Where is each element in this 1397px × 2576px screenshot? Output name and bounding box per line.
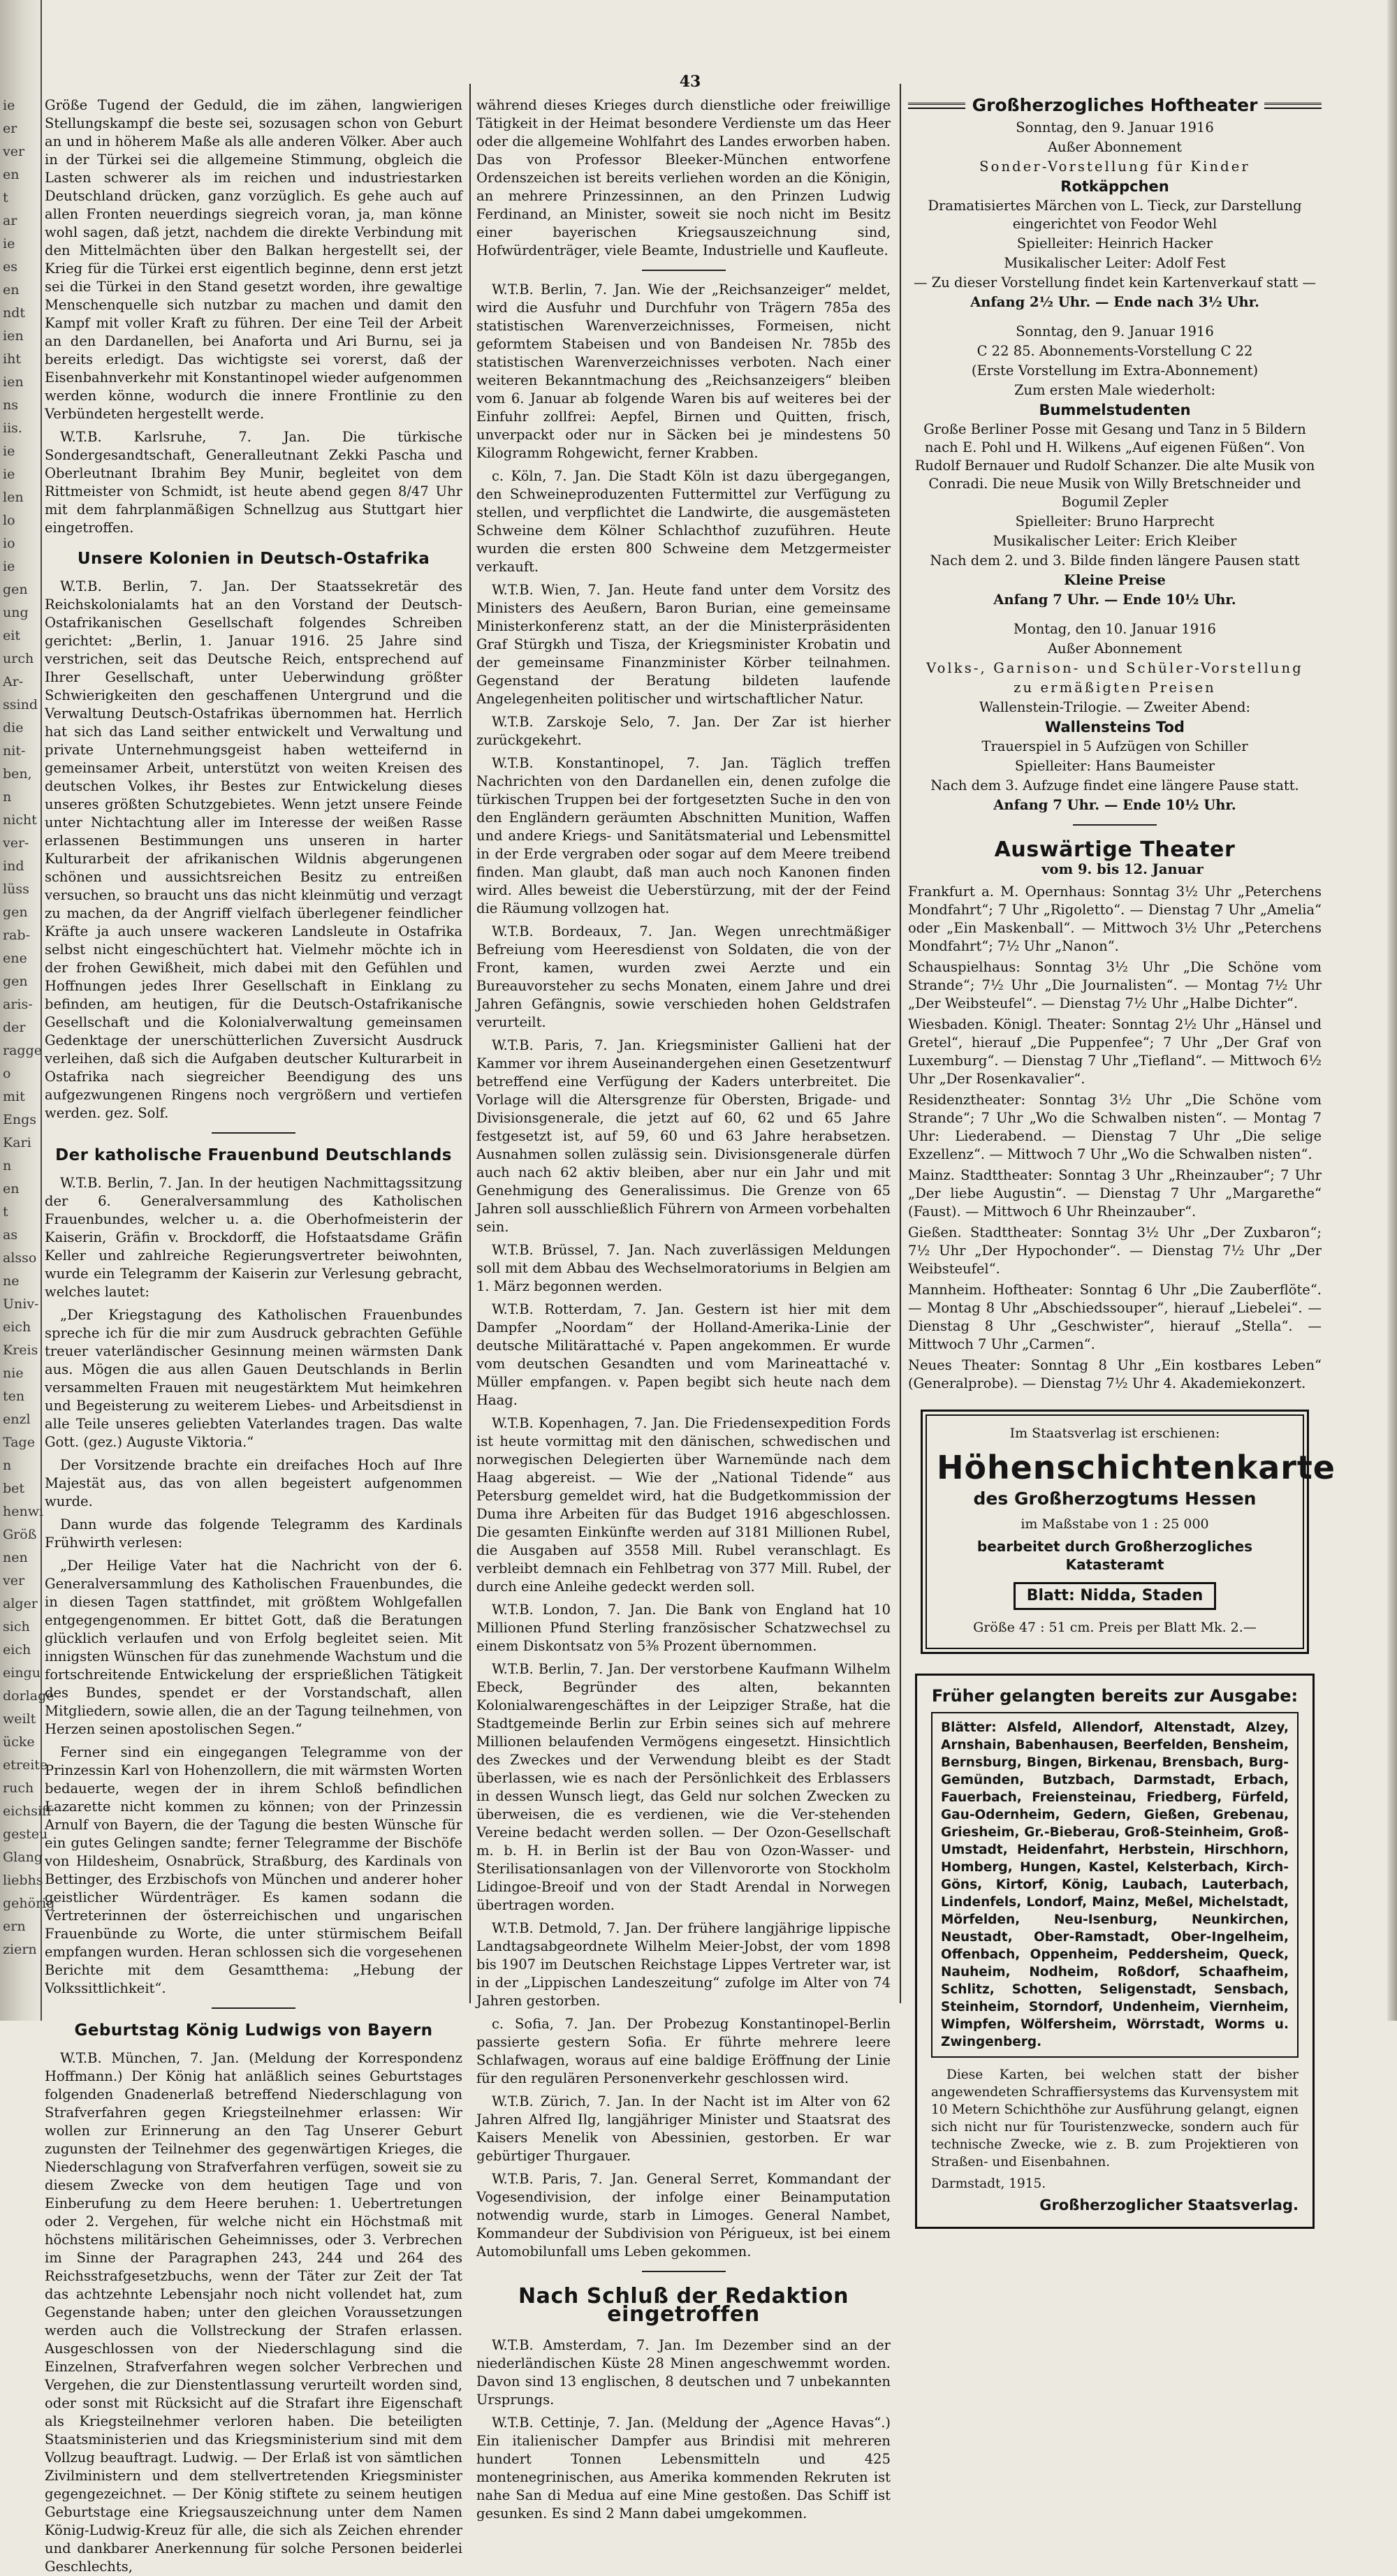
article-continued: während dieses Krieges durch dienstliche oder freiwillige Tätigkeit in der Heimat besondere Verdienste um das Heer oder die allgemeine Wohlfahrt des Landes erworben haben. Das von Professor Bleeker-München entworfene Ordenszeichen ist bereits verliehen worden an die Königin, an mehrere Prinzessinnen, an den Prinzen Ludwig Ferdinand, an Minister, soweit sie noch nicht im Besitz einer bayerischen Kriegsauszeichnung sind, Hofwürdenträger, viele Beamte, Industrielle und Kaufleute. <box>476 97 891 258</box>
article-frauenbund-p4: Dann wurde das folgende Telegramm des Kardinals Frühwirth verlesen: <box>45 1516 462 1551</box>
gutter-fragment: gen <box>3 974 28 989</box>
gutter-fragment: ung <box>3 605 29 620</box>
gutter-fragment: iht <box>3 351 21 367</box>
column-left <box>45 96 462 2575</box>
program-times: Anfang 2½ Uhr. — Ende nach 3½ Uhr. <box>970 294 1259 310</box>
ad-title: Höhenschichtenkarte <box>937 1449 1336 1486</box>
program-line: Außer Abonnement <box>1047 641 1183 657</box>
gutter-fragment: er <box>3 121 17 136</box>
gutter-fragment: alger <box>3 1596 38 1611</box>
program-line: Nach dem 2. und 3. Bilde finden längere Pausen statt <box>930 552 1300 569</box>
program-line: — Zu dieser Vorstellung findet kein Kartenverkauf statt — <box>914 275 1316 291</box>
program-line: Nach dem 3. Aufzuge findet eine längere Pause statt. <box>930 777 1299 793</box>
section-divider <box>1073 824 1157 826</box>
headline-auswaertige: Auswärtige Theater <box>994 837 1236 862</box>
gutter-fragment: weilt <box>3 1711 36 1727</box>
gutter-fragment: o <box>3 1066 11 1081</box>
gutter-fragment: ie <box>3 444 15 459</box>
gutter-fragment: ver <box>3 1573 25 1588</box>
gutter-fragment: Univ- <box>3 1296 39 1312</box>
article-kolonien: W.T.B. Berlin, 7. Jan. Der Staatssekretär des Reichskolonialamts hat an den Vorstand der Deutsch-Ostafrikanischen Gesellschaft folgendes Schreiben gerichtet: „Berlin, 1. Januar 1916. 25 Jahre sind verstrichen, seit das Deutsche Reich, entsprechend auf Ihrer Gesellschaft, unter Ueberwindung größter Schwierigkeiten den geschaffenen Untergrund und die Verwaltung Deutsch-Ostafrikas übernommen hat. Herrlich hat sich das Land seither entwickelt und Verwaltung und private Unternehmungsgeist haben wetteifernd in gemeinsamer Arbeit, unterstützt von weiten Kreisen des deutschen Volkes, ihr Bestes zur Entwickelung dieses unseres größten Schutzgebietes. Wenn jetzt unsere Feinde unter Nichtachtung aller im Interesse der weißen Rasse erlassenen Bestimmungen uns unseren in harter Kulturarbeit der afrikanischen Wildnis abgerungenen schönen und aussichtsreichen Besitz zu entreißen versuchen, so braucht uns das nicht kleinmütig und verzagt zu machen, da der Angriff vielfach überlegener feindlicher Kräfte ja auch unsere wackeren Landsleute in Ostafrika selbst nicht eingeschüchtert hat. Vielmehr möchte ich in der frohen Gewißheit, mich dabei mit den Gefühlen und Hoffnungen jedes Ihrer Gesellschaft in Einklang zu befinden, am heutigen, für die Deutsch-Ostafrikanische Gesellschaft und die Kolonialverwaltung gemeinsamen Gedenktage der unerschütterlichen Zuversicht Ausdruck verleihen, daß sich die Aufgaben deutscher Kulturarbeit in Ostafrika nach siegreicher Beendigung des uns aufgezwungenen Ringens noch vergrößern und vertiefen werden. gez. Solf. <box>45 578 462 1121</box>
program-line: Dramatisiertes Märchen von L. Tieck, zur Darstellung eingerichtet von Feodor Wehl <box>928 198 1302 232</box>
program-bummelstudenten <box>908 323 1322 609</box>
gutter-fragment: t <box>3 1204 8 1220</box>
program-line: Kleine Preise <box>1064 572 1166 588</box>
news-item: c. Sofia, 7. Jan. Der Probezug Konstantinopel-Berlin passierte gestern Sofia. Er führte mehrere leere Schlafwagen, woraus auf eine baldige Eröffnung der Linie für den regulären Personenverkehr geschlossen wird. <box>476 2016 891 2086</box>
gutter-fragment: etreite <box>3 1757 48 1773</box>
gutter-fragment: n <box>3 1458 12 1473</box>
gutter-fragment: nen <box>3 1550 28 1565</box>
ad2-signature: Großherzoglicher Staatsverlag. <box>1039 2197 1299 2213</box>
gutter-fragment: as <box>3 1227 18 1243</box>
gutter-fragment: dorlage <box>3 1688 54 1704</box>
program-times: Anfang 7 Uhr. — Ende 10½ Uhr. <box>993 797 1236 813</box>
program-line: Sonntag, den 9. Januar 1916 <box>1016 119 1214 136</box>
gutter-fragment: die <box>3 720 24 736</box>
gutter-fragment: ndt <box>3 305 26 321</box>
program-line: Außer Abonnement <box>1047 139 1183 155</box>
program-line: C 22 85. Abonnements-Vorstellung C 22 <box>977 343 1253 359</box>
article-frauenbund-p3: Der Vorsitzende brachte ein dreifaches Hoch auf Ihre Majestät aus, das von allen begeistert aufgenommen wurde. <box>45 1457 462 1509</box>
gutter-fragment: ie <box>3 236 15 251</box>
news-item: W.T.B. Rotterdam, 7. Jan. Gestern ist hier mit dem Dampfer „Noordam“ der Holland-Amerika-Linie der deutsche Militärattaché v. Papen angekommen. Er wurde vom deutschen Gesandten und vom Marineattaché v. Müller empfangen. v. Papen begibt sich heute nach dem Haag. <box>476 1301 891 1408</box>
gutter-fragment: io <box>3 536 15 551</box>
gutter-fragment: ne <box>3 1273 20 1289</box>
double-rule-right <box>1264 103 1322 109</box>
program-line: Zum ersten Male wiederholt: <box>1014 382 1216 398</box>
news-item: W.T.B. Berlin, 7. Jan. Wie der „Reichsanzeiger“ meldet, wird die Ausfuhr und Durchfuhr von Trägern 785a des statistischen Warenverzeichnisses, Formeisen, nicht geformtem Stabeisen und von Bandeisen Nr. 785b des statistischen Warenverzeichnisses verboten. Nach einer weiteren Bekanntmachung des „Reichsanzeigers“ bleiben vom 6. Januar ab folgende Waren bis auf weiteres bei der Einfuhr zollfrei: Aepfel, Birnen und Quitten, frisch, unverpackt oder nur in Säcken bei je mindestens 50 Kilogramm Rohgewicht, ferner Krabben. <box>476 281 891 461</box>
program-line: (Erste Vorstellung im Extra-Abonnement) <box>971 363 1259 379</box>
section-divider <box>642 270 726 271</box>
gutter-fragment: ver- <box>3 835 29 851</box>
gutter-fragment: ücke <box>3 1734 35 1750</box>
gutter-fragment: aris- <box>3 997 33 1012</box>
article-frauenbund-p5: „Der Heilige Vater hat die Nachricht von der 6. Generalversammlung des Katholischen Frauenbundes, die in diesen Tagen stattfindet, mit größtem Wohlgefallen entgegengenommen. Er bittet Gott, daß die Beratungen glücklich verlaufen und von Erfolg begleitet seien. Mit innigsten Wünschen für das zunehmende Wachstum und die fortschreitende Entwickelung der ersprießlichen Tätigkeit des Bundes, spendet er der Vorstandschaft, allen Mitgliedern, sowie allen, die an der Tagung teilnehmen, von Herzen seinen apostolischen Segen.“ <box>45 1558 462 1737</box>
gutter-fragment: ragge <box>3 1043 42 1058</box>
gutter-fragment: ind <box>3 858 24 874</box>
gutter-fragment: en <box>3 282 20 298</box>
program-line: Montag, den 10. Januar 1916 <box>1014 621 1216 637</box>
program-line: Spielleiter: Hans Baumeister <box>1014 758 1215 774</box>
gutter-fragment: ben, <box>3 766 32 782</box>
news-item: W.T.B. Paris, 7. Jan. Kriegsminister Gallieni hat der Kammer vor ihrem Auseinandergehen einen Gesetzentwurf betreffend eine Verfügung der Kaders unterbreitet. Die Vorlage will die Altersgrenze für Obersten, Brigade- und Divisionsgenerale, die jetzt auf 60, 62 und 65 Jahre festgesetzt ist, auf 59, 60 und 63 Jahre herabsetzen. Ausnahmen sollen zulässig sein. Divisionsgenerale dürfen auch nach 62 aktiv bleiben, aber nur ein Jahr und mit Genehmigung des Generalissimus. Die Grenze von 65 Jahren soll ausschließlich Führern von Armeen vorbehalten sein. <box>476 1037 891 1235</box>
gutter-fragment: henwi <box>3 1504 44 1519</box>
article-frauenbund-p6: Ferner sind ein eingegangen Telegramme von der Prinzessin Karl von Hohenzollern, die mit wärmsten Worten bedauerte, wegen der in ihrem Schloß befindlichen Lazarette nicht kommen zu können; von der Prinzessin Arnulf von Bayern, die der Tagung die besten Wünsche für ein gutes Gelingen sandte; ferner Telegramme der Bischöfe von Hildesheim, Osnabrück, Straßburg, des Kardinals von Bettinger, des Erzbischofs von München und anderer hoher geistlicher Würdenträger. Es kamen sodann die Vertreterinnen der österreichischen und ungarischen Frauenbünde zu Worte, die unter stürmischem Beifall empfangen wurden. Heran schlossen sich die vorgesehenen Berichte mit dem Gesamtthema: „Hebung der Volkssittlichkeit“. <box>45 1744 462 1996</box>
gutter-fragment: Kreis <box>3 1342 38 1358</box>
gutter-fragment: gesteu <box>3 1827 48 1842</box>
news-item: W.T.B. Kopenhagen, 7. Jan. Die Friedensexpedition Fords ist heute vormittag mit den dänischen, schwedischen und norwegischen Delegierten über Warnemünde nach dem Haag abgereist. — Wie der „National Tidende“ aus Petersburg gemeldet wird, hat die Budgetkommission der Duma ihre Arbeiten für das Budget 1916 abgeschlossen. Die gesamten Einkünfte werden auf 3181 Millionen Rubel, die Ausgaben auf 3558 Mill. Rubel veranschlagt. Es verbleibt demnach ein Fehlbetrag von 377 Mill. Rubel, der durch eine Anleihe gedeckt werden soll. <box>476 1415 891 1595</box>
play-title: Wallensteins Tod <box>1045 719 1185 736</box>
ad2-city-date: Darmstadt, 1915. <box>931 2176 1046 2191</box>
program-times: Anfang 7 Uhr. — Ende 10½ Uhr. <box>993 592 1236 608</box>
ad2-note: Diese Karten, bei welchen statt der bisher angewendeten Schraffiersystems das Kurvensystem mit 10 Metern Schichthöhe zur Ausführung gelangt, eignen sich nicht nur für Touristenzwecke, sondern auch für technische Zwecke, wie z. B. zum Projektieren von Straßen- und Eisenbahnen. <box>931 2068 1299 2169</box>
news-item: W.T.B. Konstantinopel, 7. Jan. Täglich treffen Nachrichten von den Dardanellen ein, denen zufolge die türkischen Truppen bei der fortgesetzten Suche in den von den Engländern geräumten Abschnitten Munition, Waffen und andere Kriegs- und Sanitätsmaterial und Lebensmittel in der Erde vergraben oder sogar auf dem Meere treibend finden. Man glaubt, daß man auch noch Kanonen finden wird. Alles beweist die Ueberstürzung, mit der der Feind die Räumung vollzogen hat. <box>476 755 891 916</box>
ad-line: Im Staatsverlag ist erschienen: <box>1009 1426 1220 1441</box>
program-wallenstein <box>908 620 1322 814</box>
gutter-fragment: ie <box>3 559 15 574</box>
gutter-fragment: eichsiff <box>3 1803 52 1819</box>
gutter-fragment: lo <box>3 513 15 528</box>
gutter-fragment: rab- <box>3 928 30 943</box>
program-line: zu ermäßigten Preisen <box>1014 680 1216 696</box>
program-line: Musikalischer Leiter: Adolf Fest <box>1004 255 1226 271</box>
gutter-fragment: n <box>3 1158 12 1173</box>
theater-listing: Wiesbaden. Königl. Theater: Sonntag 2½ Uhr „Hänsel und Gretel“, hierauf „Die Puppenfee“; 7 Uhr „Der Graf von Luxemburg“. — Dienstag 7 Uhr „Tiefland“. — Mittwoch 6½ Uhr „Der Rosenkavalier“. <box>908 1016 1322 1087</box>
gutter-fragment: Engs <box>3 1112 37 1127</box>
ad-subtitle: des Großherzogtums Hessen <box>973 1488 1257 1509</box>
gutter-fragment: nicht <box>3 812 37 828</box>
late-news-item: W.T.B. Cettinje, 7. Jan. (Meldung der „Agence Havas“.) Ein italienischer Dampfer aus Brindisi mit mehreren hundert Tonnen Lebensmitteln und 425 montenegrinischen, aus Amerika kommenden Rekruten ist nahe San di Medua auf eine Mine gestoßen. Das Schiff ist gesunken. Es sind 2 Mann dabei umgekommen. <box>476 2415 891 2522</box>
gutter-fragment: Kari <box>3 1135 31 1150</box>
ad-sheet-box: Blatt: Nidda, Staden <box>1014 1582 1217 1610</box>
gutter-fragment: Tage <box>3 1435 35 1450</box>
program-line: Große Berliner Posse mit Gesang und Tanz in 5 Bildern nach E. Pohl und H. Wilkens „Auf eigenen Füßen“. Von Rudolf Bernauer und Rudolf Schanzer. Die alte Musik von Conradi. Die neue Musik von Willy Bretschneider und Bogumil Zepler <box>914 421 1315 510</box>
news-item: W.T.B. Zürich, 7. Jan. In der Nacht ist im Alter von 62 Jahren Alfred Ilg, langjähriger Minister und Staatsrat des Kaisers Menelik von Abessinien, gestorben. Er war gebürtiger Thurgauer. <box>476 2093 891 2164</box>
gutter-fragment: liebhs <box>3 1873 43 1888</box>
gutter-fragment: en <box>3 167 20 182</box>
gutter-fragment: alsso <box>3 1250 37 1266</box>
news-item: W.T.B. London, 7. Jan. Die Bank von England hat 10 Millionen Pfund Sterling französischer Schatzwechsel zu einem Diskontsatz von 5⅜ Prozent übernommen. <box>476 1602 891 1654</box>
gutter-fragment: Größ <box>3 1527 37 1542</box>
headline-geburtstag: Geburtstag König Ludwigs von Bayern <box>74 2021 433 2040</box>
gutter-fragment: ien <box>3 328 24 344</box>
section-divider <box>212 1132 295 1134</box>
gutter-fragment: ver <box>3 144 25 159</box>
gutter-fragment: eich <box>3 1319 31 1335</box>
theater-listing: Neues Theater: Sonntag 8 Uhr „Ein kostbares Leben“ (Generalprobe). — Dienstag 7½ Uhr 4. Akademiekonzert. <box>908 1357 1322 1391</box>
advertisement-hoehenschichtenkarte <box>921 1410 1336 1654</box>
gutter-fragment: der <box>3 1020 26 1035</box>
news-item: W.T.B. Bordeaux, 7. Jan. Wegen unrechtmäßiger Befreiung vom Heeresdienst von Soldaten, die von der Front, kamen, wurden zwei Aerzte und ein Bureauvorsteher zu sechs Monaten, einem Jahre und drei Jahren Gefängnis, sowie verschieden hohen Geldstrafen verurteilt. <box>476 923 891 1030</box>
gutter-fragment: ziern <box>3 1942 37 1957</box>
theater-listing: Mainz. Stadttheater: Sonntag 3 Uhr „Rheinzauber“; 7 Uhr „Der liebe Augustin“. — Dienstag 7 Uhr „Margarethe“ (Faust). — Mittwoch 6 Uhr Rheinzauber“. <box>908 1167 1322 1220</box>
play-title: Rotkäppchen <box>1060 178 1169 195</box>
gutter-fragment: eit <box>3 628 20 643</box>
program-line: Spielleiter: Heinrich Hacker <box>1016 235 1213 251</box>
program-line: Spielleiter: Bruno Harprecht <box>1015 513 1215 529</box>
section-divider <box>212 2007 295 2009</box>
gutter-fragment: eingu <box>3 1665 41 1681</box>
gutter-fragment: nie <box>3 1366 24 1381</box>
theater-title: Großherzogliches Hoftheater <box>972 95 1258 115</box>
column-right <box>908 95 1336 2213</box>
gutter-fragment: iis. <box>3 420 22 436</box>
gutter-fragment: ene <box>3 951 27 966</box>
gutter-fragment: t <box>3 190 8 205</box>
left-page-gutter <box>0 0 55 2021</box>
gutter-fragment: ruch <box>3 1780 34 1796</box>
gutter-fragment: ern <box>3 1919 26 1934</box>
news-item: c. Köln, 7. Jan. Die Stadt Köln ist dazu übergegangen, den Schweineproduzenten Futtermittel zur Verfügung zu stellen, und verpflichtet die Landwirte, die ausgemästeten Schweine dem Kölner Schlachthof zuzuführen. Heute wurden die ersten 800 Schweine dem Metzgermeister verkauft. <box>476 468 891 575</box>
gutter-fragment: es <box>3 259 17 275</box>
ad2-title: Früher gelangten bereits zur Ausgabe: <box>931 1686 1299 1706</box>
program-line: Trauerspiel in 5 Aufzügen von Schiller <box>981 738 1248 754</box>
gutter-fragment: Ar- <box>3 674 24 689</box>
theater-listing: Mannheim. Hoftheater: Sonntag 6 Uhr „Die Zauberflöte“. — Montag 8 Uhr „Abschiedssouper“, hierauf „Liebelei“. — Dienstag 8 Uhr „Geschwister“, hierauf „Stella“. — Mittwoch 7 Uhr „Carmen“. <box>908 1282 1322 1352</box>
gutter-fragment: len <box>3 490 24 505</box>
program-rotkaeppchen <box>908 119 1322 312</box>
column-rule-2 <box>900 84 901 2003</box>
gutter-fragment: ns <box>3 397 18 413</box>
gutter-fragment: ssind <box>3 697 38 712</box>
gutter-fragment: ien <box>3 374 24 390</box>
news-item: W.T.B. Detmold, 7. Jan. Der frühere langjährige lippische Landtagsabgeordnete Wilhelm Meier-Jobst, der vom 1898 bis 1907 im Deutschen Reichstage Lippes Vertreter war, ist in der „Lippischen Landeszeitung“ zufolge im Alter von 74 Jahren gestorben. <box>476 1920 891 2009</box>
program-line: Sonder-Vorstellung für Kinder <box>979 159 1250 175</box>
article-intro-continued: Größe Tugend der Geduld, die im zähen, langwierigen Stellungskampf die beste sei, sozusagen schon von Geburt an und in höherem Maße als alle anderen Völker. Aber auch in der Türkei sei die allgemeine Stimmung, obgleich die Lasten schwerer als im reichen und industriestarken Deutschland drücken, ganz vorzüglich. Es gehe auch auf allen Fronten neuerdings siegreich voran, ja, man könne wohl sagen, daß jetzt, nachdem die direkte Verbindung mit den Mittelmächten über den Balkan hergestellt sei, der Krieg für die Türkei erst eigentlich beginne, denn erst jetzt sei die Türkei in den Stand gesetzt worden, ihre gewaltige Menschenquelle sich nutzbar zu machen und damit den Kampf mit voller Kraft zu führen. Der eine Teil der Arbeit an den Dardanellen, bei Anaforta und Ari Burnu, sei ja bereits erledigt. Das wichtigste sei vorerst, daß der Eisenbahnverkehr mit Konstantinopel wieder aufgenommen werden könne, wodurch die innere Frontlinie zu den Verbündeten hergestellt werde. <box>45 97 462 422</box>
news-item: W.T.B. Paris, 7. Jan. General Serret, Kommandant der Vogesendivision, der infolge einer Beinamputation notwendig wurde, starb in Limoges. General Nambet, Kommandeur der Subdivision von Périgueux, ist bei einem Automobilunfall ums Leben gekommen. <box>476 2171 891 2260</box>
auswaertige-dates: vom 9. bis 12. Januar <box>1041 861 1204 877</box>
gutter-fragment: gen <box>3 905 28 920</box>
theater-header <box>908 96 1322 115</box>
gutter-fragment: enzl <box>3 1412 31 1427</box>
column-middle <box>476 96 891 2522</box>
ad-price: Größe 47 : 51 cm. Preis per Blatt Mk. 2.— <box>973 1620 1257 1635</box>
article-karlsruhe: W.T.B. Karlsruhe, 7. Jan. Die türkische Sondergesandtschaft, Generalleutnant Zekki Pascha und Oberleutnant Ibrahim Bey Munir, begleitet von dem Rittmeister von Schmidt, ist heute abend gegen 8/47 Uhr mit dem fahrplanmäßigen Schnellzug aus Stuttgart hier eingetroffen. <box>45 429 462 536</box>
gutter-fragment: ie <box>3 98 15 113</box>
ad2-places-box: Blätter: Alsfeld, Allendorf, Altenstadt, Alzey, Arnshain, Babenhausen, Beerfelden, Bensheim, Bernsburg, Bingen, Birkenau, Brensbach, Burg-Gemünden, Butzbach, Darmstadt, Erbach, Fauerbach, Freiensteinau, Friedberg, Fürfeld, Gau-Odernheim, Gedern, Gießen, Grebenau, Griesheim, Gr.-Bieberau, Groß-Steinheim, Groß-Umstadt, Heidenfahrt, Herbstein, Hirschhorn, Homberg, Hungen, Kastel, Kelsterbach, Kirch-Göns, Kirtorf, König, Laubach, Lauterbach, Lindenfels, Londorf, Mainz, Meßel, Michelstadt, Mörfelden, Neu-Isenburg, Neunkirchen, Neustadt, Ober-Ramstadt, Ober-Ingelheim, Offenbach, Oppenheim, Peddersheim, Queck, Nauheim, Nodheim, Roßdorf, Schaafheim, Schlitz, Schotten, Seligenstadt, Sensbach, Steinheim, Storndorf, Undenheim, Viernheim, Wimpfen, Wölfersheim, Wörrstadt, Worms u. Zwingenberg. <box>931 1712 1299 2058</box>
headline-nach-schluss: Nach Schluß der Redaktion eingetroffen <box>518 2284 849 2327</box>
column-rule-1 <box>469 84 471 2003</box>
right-page-edge <box>1387 0 1397 2021</box>
gutter-fragment: ie <box>3 467 15 482</box>
play-title: Bummelstudenten <box>1039 402 1191 418</box>
gutter-fragment: Glang <box>3 1850 43 1865</box>
gutter-fragment: bet <box>3 1481 25 1496</box>
gutter-fragment: lüss <box>3 881 29 897</box>
article-frauenbund-p1: W.T.B. Berlin, 7. Jan. In der heutigen Nachmittagssitzung der 6. Generalversammlung des Katholischen Frauenbundes, welcher u. a. die Oberhofmeisterin der Kaiserin, Gräfin v. Brockdorff, die Hofstaatsdame Gräfin Keller und zahlreiche Regierungsvertreter beiwohnten, wurde ein Telegramm der Kaiserin zur Verlesung gebracht, welches lautet: <box>45 1175 462 1300</box>
gutter-fragment: ar <box>3 213 17 228</box>
program-line: Volks-, Garnison- und Schüler-Vorstellung <box>926 660 1303 676</box>
gutter-fragment: urch <box>3 651 34 666</box>
external-theaters <box>908 883 1322 1393</box>
gutter-fragment: gehörig <box>3 1896 55 1911</box>
program-line: Musikalischer Leiter: Erich Kleiber <box>993 533 1237 549</box>
news-item: W.T.B. Zarskoje Selo, 7. Jan. Der Zar ist hierher zurückgekehrt. <box>476 714 891 748</box>
headline-kolonien: Unsere Kolonien in Deutsch-Ostafrika <box>77 550 430 568</box>
gutter-fragment: mit <box>3 1089 25 1104</box>
ad-publisher: bearbeitet durch Großherzogliches Katasteramt <box>977 1538 1253 1573</box>
theater-listing: Schauspielhaus: Sonntag 3½ Uhr „Die Schöne vom Strande“; 7½ Uhr „Die Journalisten“. — Montag 7½ Uhr „Der Weibsteufel“. — Dienstag 7½ Uhr „Halbe Dichter“. <box>908 959 1322 1011</box>
news-item: W.T.B. Berlin, 7. Jan. Der verstorbene Kaufmann Wilhelm Ebeck, Begründer des alten, bekannten Kolonialwarengeschäftes in der Leipziger Straße, hat die Stadtgemeinde Berlin zur Erbin seines sich auf mehrere Millionen belaufenden Vermögens eingesetzt. Hinsichtlich des Zweckes und der Verwendung bleibt es der Stadt überlassen, wie es nach der Persönlichkeit des Erblassers in dessen Wunsch liegt, das Geld nur solchen Zwecken zu überweisen, die es verdienen, wie die Ver-stehenden Vereine bedacht werden sollen. — Der Ozon-Gesellschaft m. b. H. in Berlin ist der Bau von Ozon-Wasser- und Sterilisationsanlagen von der Villenvororte von Stockholm Lidingoe-Breoif und von der Stadt Arendal in Norwegen übertragen worden. <box>476 1661 891 1913</box>
program-line: Wallenstein-Trilogie. — Zweiter Abend: <box>979 699 1251 715</box>
article-frauenbund-p2: „Der Kriegstagung des Katholischen Frauenbundes spreche ich für die mir zum Ausdruck gebrachten Gefühle treuer vaterländischer Gesinnung meinen wärmsten Dank aus. Mögen die aus allen Gauen Deutschlands in Berlin versammelten Frauen mit neugestärktem Mut heimkehren und Begeisterung zu weiterem Liebes- und Arbeitsdienst in alle Teile unseres geliebten Vaterlandes tragen. Das walte Gott. (gez.) Auguste Viktoria.“ <box>45 1307 462 1450</box>
article-geburtstag: W.T.B. München, 7. Jan. (Meldung der Korrespondenz Hoffmann.) Der König hat anläßlich seines Geburtstages folgenden Gnadenerlaß betreffend Niederschlagung von Strafverfahren gegen Kriegsteilnehmer erlassen: Wir wollen zur Erinnerung an den Tag Unserer Geburt zugunsten der Teilnehmer des gegenwärtigen Krieges, die Niederschlagung von Strafverfahren verfügen, soweit sie zu diesem Zwecke von dem heutigen Tage und von Einberufung zu dem Heere beruhen: 1. Uebertretungen oder 2. Vergehen, für welche nicht ein Höchstmaß mit höchstens militärischen Geheimnisses, oder 3. Verbrechen im Sinne der Paragraphen 243, 244 und 264 des Reichsstrafgesetzbuchs, wenn der Täter zur Zeit der Tat das achtzehnte Lebensjahr noch nicht vollendet hat, zum Gegenstande haben; unter den gleichen Voraussetzungen werden auch die Vollstreckung der Strafen erlassen. Ausgeschlossen von der Niederschlagung sind die Einzelnen, Strafverfahren wegen solcher Verbrechen und Vergehen, die zur Dienstentlassung verurteilt worden sind, oder sonst mit Rücksicht auf die Strafart ihre Eigenschaft als Kriegsteilnehmer verloren haben. Die beteiligten Staatsministerien und das Kriegsministerium sind mit dem Vollzug beauftragt. Ludwig. — Der Erlaß ist von sämtlichen Zivilministern und dem stellvertretenden Kriegsminister gegengezeichnet. — Der König stiftete zu seinem heutigen Geburtstage eine Kriegsauszeichnung unter dem Namen König-Ludwig-Kreuz für alle, die sich als Zeichen ehrender und dankbarer Anerkennung für solche Personen beiderlei Geschlechts, <box>45 2050 462 2575</box>
page-number: 43 <box>679 73 701 91</box>
advertisement-earlier-sheets <box>915 1674 1315 2229</box>
gutter-fragment: nit- <box>3 743 26 759</box>
theater-listing: Frankfurt a. M. Opernhaus: Sonntag 3½ Uhr „Peterchens Mondfahrt“; 7 Uhr „Rigoletto“. — Dienstag 7 Uhr „Amelia“ oder „Ein Maskenball“. — Mittwoch 3½ Uhr „Peterchens Mondfahrt“; 7½ Uhr „Nanon“. <box>908 884 1322 954</box>
gutter-fragment: ten <box>3 1389 25 1404</box>
headline-frauenbund: Der katholische Frauenbund Deutschlands <box>55 1146 452 1164</box>
gutter-fragment: gen <box>3 582 28 597</box>
news-item: W.T.B. Brüssel, 7. Jan. Nach zuverlässigen Meldungen soll mit dem Abbau des Wechselmoratoriums in Belgien am 1. März begonnen werden. <box>476 1242 891 1294</box>
late-news-item: W.T.B. Amsterdam, 7. Jan. Im Dezember sind an der niederländischen Küste 28 Minen angeschwemmt worden. Davon sind 13 englischen, 8 deutschen und 7 unbekannten Ursprungs. <box>476 2337 891 2408</box>
gutter-fragment: en <box>3 1181 20 1196</box>
double-rule-left <box>908 103 965 109</box>
theater-listing: Gießen. Stadttheater: Sonntag 3½ Uhr „Der Zuxbaron“; 7½ Uhr „Der Hypochonder“. — Dienstag 7½ Uhr „Der Weibsteufel“. <box>908 1224 1322 1277</box>
gutter-fragment: sich <box>3 1619 30 1634</box>
section-divider <box>642 2271 726 2272</box>
theater-listing: Residenztheater: Sonntag 3½ Uhr „Die Schöne vom Strande“; 7 Uhr „Wo die Schwalben nisten“. — Montag 7 Uhr: Liederabend. — Dienstag 7 Uhr „Die selige Exzellenz“. — Mittwoch 7 Uhr „Wo die Schwalben nisten“. <box>908 1092 1322 1162</box>
gutter-fragment: eich <box>3 1642 31 1657</box>
ad-scale: im Maßstabe von 1 : 25 000 <box>1021 1516 1209 1532</box>
gutter-fragment: n <box>3 789 12 805</box>
news-item: W.T.B. Wien, 7. Jan. Heute fand unter dem Vorsitz des Ministers des Aeußern, Baron Burian, eine gemeinsame Ministerkonferenz statt, an der die Ministerpräsidenten Graf Stürgkh und Tisza, der Kriegsminister Krobatin und der gemeinsame Finanzminister Körber teilnahmen. Gegenstand der Beratung bildeten laufende Angelegenheiten politischer und wirtschaftlicher Natur. <box>476 582 891 707</box>
program-line: Sonntag, den 9. Januar 1916 <box>1016 323 1214 339</box>
